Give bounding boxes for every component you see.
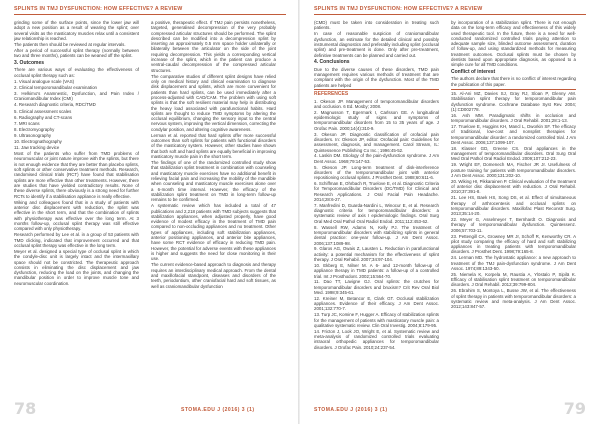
body-paragraph: Meyer et al. designed a special type of occlusal splint in which the condyle-disc unit is largely intact and the intermaxillary space should not be constricted. The therapeutic approach consists in eliminating the disc displacement and jaw dysfunction, reducing the load on the joints, and changing the mandibular position in order to improve muscle tone and neuromuscular coordination. <box>14 248 139 286</box>
section-heading: Conflict of interest <box>451 69 496 76</box>
left-page-column-1 <box>14 20 139 390</box>
journal-info-right: STOMA.EDU J (2016) 3 (1) <box>314 407 388 413</box>
reference-item: 17. Truelove E, Huggins KH, Mancl L, Dworkin SF. The efficacy of traditional, low-cost and nonsplint therapies for temporomandibular disorder: a randomized controlled trial. J Am Dent Assoc. 2006;137:1099-107. <box>451 124 576 145</box>
reference-item: 22. Meyer G, Asselmeyer T, Bernhardt O. Diagnosis and therapy of temporomandibular dysfunction. Quintessenz. 2006;57:703-11. <box>451 217 576 233</box>
page-number-left: 78 <box>14 399 37 418</box>
body-paragraph: (CMD) must be taken into consideration in treating such patients. <box>314 20 439 31</box>
body-paragraph: 9. Ultrasonography <box>14 132 52 138</box>
references-heading: REFERENCES <box>314 91 349 98</box>
reference-item: 9. Glaros AG, Owais Z, Lausten L. Reduction in parafunctional activity: a potential mechanism for the effectiveness of splint therapy. J Oral Rehabil. 2007;34:97-104. <box>314 246 439 263</box>
body-paragraph: The authors declare that there is no conflict of interest regarding the publication of this paper. <box>451 76 576 87</box>
reference-item: 4. Laskin DM. Etiology of the pain-dysfunction syndrome. J Am Dent Assoc. 1969;79:147-53. <box>314 153 439 164</box>
body-paragraph: 11. Jaw tracking device <box>14 145 60 151</box>
references-divider <box>314 89 439 90</box>
journal-info-left: STOMA.EDU J (2016) 3 (1) <box>181 407 255 413</box>
body-paragraph: 5. Clinical assessment scales <box>14 108 72 114</box>
body-paragraph: The current evidence-based approach to diagnosis and therapy requires an interdisciplinary medical approach. From the dental and maxillofacial standpoint, diseases and disorders of the teeth, periodontium, other craniofacial hard and soft tissues, as well as craniomandibular dysfunction <box>151 262 276 289</box>
body-paragraph: by incorporation of a stabilization splint. There is not enough data on the long-term efficacy and effectiveness of this widely used therapeutic tool. In the future, there is a need for well-conducted randomized controlled trials paying attention to adequate sample size, blinded outcome assessment, duration of follow-up, and using standardized methods for measuring treatment outcomes. Occlusal splints must be chosen by dentists based upon appropriate diagnosis, as opposed to a simple cure for all TMD conditions. <box>451 20 576 68</box>
body-paragraph: a positive, therapeutic effect. If TMJ pain persists nonetheless, targeted, generalised decompression of the very probably compressed articular structures should be performed. The splint described can be modified into a decompression splint by inserting an approximately 0.5 mm space holder unilaterally or bilaterally between the articulator on the side of the joint requiring decompression. This yields a corresponding vertical increase of the splint, which in the patient can produce a ventral-caudal decompression of the compressed articular structures. <box>151 20 276 73</box>
body-paragraph: Research performed by Lee et al. in a group of 53 patients with TMD clicking, indicated that improvement occurred and that occlusal splint therapy was effective in the long term. <box>14 232 139 248</box>
body-paragraph: grinding some of the surface points, since the lower jaw will adopt a new position as a result of wearing the splint; over several visits as the masticatory muscles relax until a consistent jaw relationship is reached. <box>14 20 139 41</box>
body-paragraph: Lerman et al. reported that hard splints offer more successful outcomes than soft splints for patients with functional disorders of the masticatory system. However, other studies have shown that both soft and hard splints are equally beneficial in improving masticatory muscle pain in the short term. <box>151 132 276 160</box>
running-head-right: SPLINTS IN TMJ DYSFUNCTION: HOW EFFECTIVE? A REVIEW <box>314 5 586 15</box>
reference-item: 2. Magnusson T, Egermark I, Carlsson GE. A longitudinal epidemiologic study of signs and symptoms of temporomandibular disorders from 15 to 35 years of age. J Orofac Pain. 2000;14(4):310-9. <box>314 109 439 131</box>
right-page-footer <box>300 394 600 424</box>
body-paragraph: After a period of successful splint therapy (normally between two and three months), patients can be weaned off the splint. <box>14 48 139 59</box>
body-paragraph: Due to the diverse causes of these disorders, TMD pain management requires various methods of treatment that are compliant with the origin of the dysfunction. Most of the TMD patients are helped <box>314 66 439 88</box>
running-head-left: SPLINTS IN TMJ DYSFUNCTION: HOW EFFECTIVE? A REVIEW <box>14 5 286 15</box>
reference-item: 21. Lee HS, Baek HS, Song DS, et al. Effect of simultaneous therapy of arthrocentesis and occlusal splints on temporomandibular disorders. Maxillofac Plast Reconstr Surg. 2013;35:14-20. <box>451 195 576 217</box>
reference-item: 16. Ash MM. Paradigmatic shifts in occlusion and temporomandibular disorders. J Oral Rehabil. 2001;28:1-13. <box>451 112 576 124</box>
left-page-column-2 <box>151 20 276 390</box>
body-paragraph: 2. Clinical temporomandibular examination <box>14 84 97 90</box>
reference-item: 15. Al-Ani MZ, Davies SJ, Gray RJ, Sloan P, Glenny AM. Stabilisation splint therapy for temporomandibular pain dysfunction syndrome. Cochrane Database Syst Rev. 2004;(1):CD002778. <box>451 91 576 112</box>
body-paragraph: 6. Radiography and CT-scans <box>14 114 73 120</box>
body-paragraph: There are various ways of evaluating the effectiveness of occlusal splint therapy such as: <box>14 67 139 78</box>
body-paragraph: Wiking and colleagues found that in a study of patients with anterior disc displacement with reduction, the splint was effective in the short term, and that the combination of splints with physiotherapy was effective over the long term. At 3 months follow-up, occlusal splint therapy was still effective compared with only physiotherapy. <box>14 199 139 232</box>
reference-item: 25. Niemela K, Korpela M, Raustia A, Ylöstalo P, Sipilä K. Efficacy of stabilisation splint treatment on temporomandibular disorders. J Oral Rehabil. 2012;39:799-804. <box>451 271 576 288</box>
body-paragraph: The patients then should be reviewed at regular intervals. <box>14 41 126 47</box>
body-paragraph: 3. Helkimo's Anamnestic, Dysfunction, and Pain Index / Craniomandibular Index (CMI) <box>14 91 139 102</box>
reference-item: 13. Turp JC, Komine F, Hugger A. Efficacy of stabilization splints for the management of patients with masticatory muscle pain: a qualitative systematic review. Clin Oral Investig. 2004;8:179-95. <box>314 312 439 328</box>
reference-item: 12. Kreiner M, Betancor E, Clark GT. Occlusal stabilization appliances. Evidence of their efficacy. J Am Dent Assoc. 2001;132:770-7. <box>314 295 439 312</box>
reference-item: 20. Wiking HI, Pikkarainen P. Clinical evaluation of the treatment of anterior disc displacement with reduction. J Oral Rehabil. 2010;37:391-8. <box>451 178 576 195</box>
reference-item: 23. Pettengill CA, Growney MR Jr, Schoff R, Kenworthy CR. A pilot study comparing the efficacy of hard and soft stabilizing appliances in treating patients with temporomandibular disorders. J Prosthet Dent. 1998;79:165-8. <box>451 233 576 255</box>
reference-item: 24. Lerman MD. The hydrostatic appliance: a new approach to treatment of the TMJ pain-dysfunction syndrome. J Am Dent Assoc. 1974;89:1343-50. <box>451 255 576 271</box>
reference-item: 19. Wright EF, Domenech MA, Fischer JR Jr. Usefulness of posture training for patients with temporomandibular disorders. J Am Dent Assoc. 2000;131:202-10. <box>451 162 576 178</box>
reference-item: 7. Manfredini D, Guarda-Nardini L, Winocur E, et al. Research diagnostic criteria for temporomandibular disorders: a systematic review of axis I epidemiologic findings. Oral Surg Oral Med Oral Pathol Oral Radiol Endod. 2011;112:453-62. <box>314 202 439 224</box>
body-paragraph: 7. MRI scans <box>14 120 40 126</box>
right-page <box>300 0 600 424</box>
body-paragraph: 10. Electrognathography <box>14 139 62 144</box>
section-heading: 4. Conclusions <box>314 59 350 66</box>
body-paragraph: A systematic review which has included a total of 47 publications and 2,218 patients with TMD subjects suggests that stabilization appliances, when adjusted properly, have good evidence of modest efficacy in the treatment of TMD pain compared to non-occluding appliances and no treatment. Other types of appliances, including soft stabilization appliances, anterior positioning appliances, and anterior bite appliances, have some RCT evidence of efficacy in reducing TMD pain. However, the potential for adverse events with these appliances is higher and suggests the need for close monitoring in their use. <box>151 203 276 262</box>
references-divider <box>451 89 576 90</box>
reference-item: 18. Klasser GD, Greene CS. Oral appliances in the management of temporomandibular disorders. Oral Surg Oral Med Oral Pathol Oral Radiol Endod. 2009;107:212-23. <box>451 145 576 162</box>
body-paragraph: In case of reasonable suspicion of craniomandibular dysfunction, an estimate for the detailed clinical and possibly instrumental diagnostics and preferably including splint (occlusal splint) and pre-treatment is done. Only after pre-treatment, definitive treatments can be planned and carried out. <box>314 31 439 58</box>
reference-item: 11. Dao TT, Lavigne GJ. Oral splints: the crutches for temporomandibular disorders and bruxism? Crit Rev Oral Biol Med. 1998;9:345-61. <box>314 279 439 295</box>
body-paragraph: The findings of one of the randomized controlled study show that stabilization splint treatment in combination with counseling and masticatory muscle exercises have no additional benefit in relieving facial pain and increasing the mobility of the mandible when counseling and masticatory muscle exercises alone over a 6-month time interval. However, the efficacy of the stabilization splint treatment on TMD in long-term follow-up remains to be confirmed. <box>151 160 276 203</box>
reference-item: 3. Okeson JP. Diagnostic classification of orofacial pain disorders. In: Okeson JP, editor. Orofacial pain: Guidelines for assessment, diagnosis, and management. Carol Stream, IL: Quintessence Publishing Co Inc.; 1996:45-52. <box>314 131 439 153</box>
right-page-column-1 <box>314 20 439 390</box>
body-paragraph: 1. Visual analogue scale (VAS) <box>14 78 75 84</box>
right-page-column-2 <box>451 20 576 390</box>
reference-item: 8. Wassell RW, Adams N, Kelly PJ. The treatment of temporomandibular disorders with stabilizing splints in general dental practice: one-year follow-up. J Am Dent Assoc. 2006;137:1089-98. <box>314 224 439 246</box>
reference-item: 26. Ebrahim S, Montoya L, Busse JW, et al. The effectiveness of splint therapy in patients with temporomandibular disorders: a systematic review and meta-analysis. J Am Dent Assoc. 2012;143:847-57. <box>451 288 576 310</box>
body-paragraph: 8. Electromyography <box>14 126 55 132</box>
reference-item: 1. Okeson JP. Management of temporomandibular disorders and occlusion. 6 Ed. Mosby; 2008. <box>314 98 439 109</box>
reference-item: 5. Okeson JP. Long-term treatment of disk-interference disorders of the temporomandibular joint with anterior repositioning occlusal splints. J Prosthet Dent. 1988;60:611-6. <box>314 164 439 181</box>
section-heading: 3. Outcomes <box>14 60 45 67</box>
body-paragraph: 4. Research diagnostic criteria, RDC/TMD <box>14 102 96 108</box>
body-paragraph: The comparative studies of different splint designs have relied only on medical history and clinical examination to diagnose disk displacement and splints, which are more convenient for patients than hard splints, can be used immediately after a process-adjusted with CAD/CAM. The problem with using soft splints is that the soft resilient material may help in distributing the heavy load associated with parafunctional habits. Hard splints are thought to reduce TMD symptoms by altering the occlusal equilibrium, changing the sensory input to the central nervous system, improving the vertical dimension, correcting the condylar position, and altering cognitive awareness. <box>151 73 276 132</box>
page-number-right: 79 <box>563 399 586 418</box>
left-page-footer <box>0 394 300 424</box>
reference-item: 6. Schiffman E, Ohrbach R, Truelove E, et al. Diagnostic Criteria for Temporomandibular Disorders (DC/TMD) for Clinical and Research Applications. J Oral Facial Pain Headache. 2014;28:6-27. <box>314 181 439 202</box>
body-paragraph: Most of the patients who suffer from TMD problems of neuromuscular or joint nature improve with the splints, but there is not enough evidence that they are better than placebo splints, soft splints or other conservative treatment methods. Research, randomised clinical trials (RCT) have found that stabilisation splints are more effective than other treatments. However, there are studies that have yielded contradictory results. None of these diverse splints, there obviously is a strong need for further RCTs to identify if a stabilisation appliance is really effective. <box>14 151 139 199</box>
reference-item: 14. Fricton J, Look JO, Wright E, et al. Systematic review and meta-analysis of randomized controlled trials evaluating intraoral orthopedic appliances for temporomandibular disorders. J Orofac Pain. 2010;24:237-54. <box>314 328 439 350</box>
reference-item: 10. Ekberg E, Nilner M. A 6- and 12-month follow-up of appliance therapy in TMD patients: a follow-up of a controlled trial. Int J Prosthodont. 2002;15:564-70. <box>314 262 439 279</box>
